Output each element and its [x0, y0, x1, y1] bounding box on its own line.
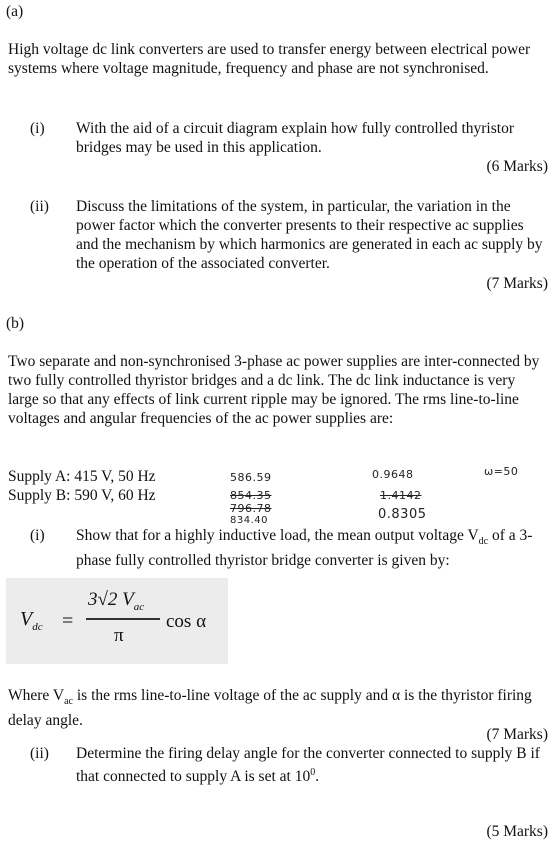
- formula-lhs: $V_{dc}$: [20, 608, 43, 633]
- formula-equals: =: [62, 610, 74, 632]
- handwritten-note: 0.9648: [372, 468, 414, 481]
- part-a-ii-number: (ii): [30, 198, 49, 215]
- supply-a: Supply A: 415 V, 50 Hz: [8, 468, 156, 485]
- formula-numerator: 3√2 $V_{ac}$: [88, 589, 145, 613]
- handwritten-note: 1.4142: [380, 489, 422, 502]
- part-a-label: (a): [6, 3, 24, 20]
- part-b-label: (b): [6, 315, 25, 332]
- supply-b: Supply B: 590 V, 60 Hz: [8, 487, 156, 504]
- formula-cos: cos α: [166, 611, 207, 632]
- part-b-i-question: Show that for a highly inductive load, the mean output voltage $V_{dc}$ of a 3-phase fully controlled thyristor bridge converter is given by:: [76, 527, 533, 570]
- part-b-ii-number: (ii): [30, 745, 49, 762]
- part-a-i-question: With the aid of a circuit diagram explain how fully controlled thyristor bridges may be used in this application.: [76, 120, 514, 156]
- handwritten-note: 586.59: [230, 471, 272, 484]
- part-b-ii-marks: (5 Marks): [486, 823, 548, 840]
- where-text: Where $V_{ac}$ is the rms line-to-line voltage of the ac supply and α is the thyristor firing delay angle.: [8, 687, 532, 730]
- part-a-i-marks: (6 Marks): [486, 158, 548, 175]
- handwritten-note: ω=50: [484, 465, 519, 478]
- part-a-intro: High voltage dc link converters are used to transfer energy between electrical power systems where voltage magnitude, frequency and phase are not synchronised.: [8, 41, 531, 77]
- formula-fraction-bar: [86, 618, 160, 620]
- formula-image: [6, 578, 228, 664]
- part-b-intro: Two separate and non-synchronised 3-phase ac power supplies are inter-connected by two fully controlled thyristor bridges and a dc link. The dc link inductance is very large so that any effects of link current ripple may be ignored. The rms line-to-line voltages and angular frequencies of the ac power supplies are:: [8, 353, 540, 427]
- part-a-ii-marks: (7 Marks): [486, 275, 548, 292]
- part-b-i-marks: (7 Marks): [486, 726, 548, 743]
- handwritten-note: 796.78: [230, 502, 272, 515]
- part-b-ii-question: Determine the firing delay angle for the converter connected to supply B if that connected to supply A is set at $10^0$.: [76, 745, 540, 786]
- part-a-i-number: (i): [30, 120, 45, 137]
- formula-denominator: π: [114, 625, 124, 646]
- part-b-i-number: (i): [30, 527, 45, 544]
- handwritten-note: 834.40: [230, 515, 268, 526]
- part-a-ii-question: Discuss the limitations of the system, in particular, the variation in the power factor which the converter presents to their respective ac supplies and the mechanism by which harmonics are generated in each ac supply by the operation of the associated converter.: [76, 198, 543, 272]
- handwritten-note: 854.35: [230, 489, 272, 502]
- handwritten-note: 0.8305: [378, 507, 427, 522]
